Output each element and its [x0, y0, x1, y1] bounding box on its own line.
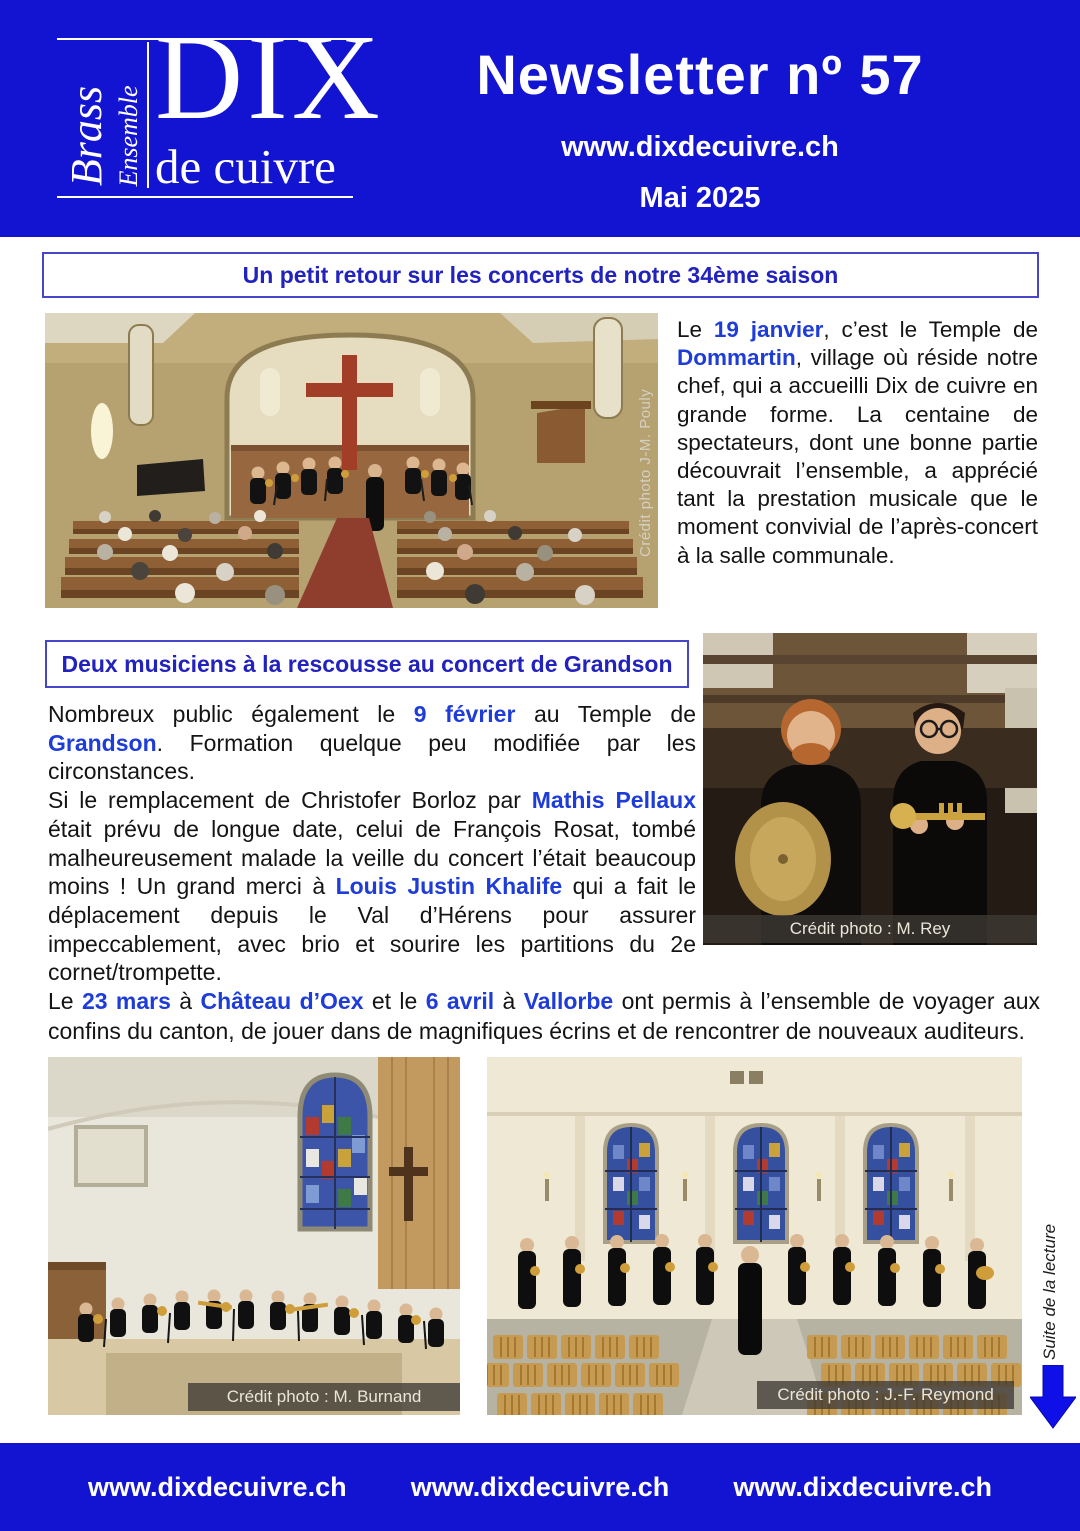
logo-ensemble-text: Ensemble [114, 85, 143, 187]
logo-rule-vertical [147, 42, 149, 188]
photo-chateau-doex-illustration [48, 1057, 460, 1415]
footer-link-3[interactable]: www.dixdecuivre.ch [733, 1471, 992, 1502]
section2-paragraph-1: Nombreux public également le 9 février au Temple de Grandson. Formation quelque peu modifiée par les circonstances. [48, 701, 696, 785]
photo4-credit: Crédit photo : J.-F. Reymond [757, 1381, 1014, 1409]
footer-link-1[interactable]: www.dixdecuivre.ch [88, 1471, 347, 1502]
header [0, 0, 1080, 237]
section2-title-box [45, 640, 689, 688]
section1-title: Un petit retour sur les concerts de notre 34ème saison [242, 261, 839, 288]
photo2-credit: Crédit photo : M. Rey [703, 915, 1037, 943]
brand-logo [57, 10, 384, 202]
logo-rule-bottom [57, 196, 353, 198]
photo1-credit: Crédit photo J-M. Pouly [637, 388, 654, 557]
photo-chateau-doex [48, 1057, 460, 1415]
photo-dommartin-concert [45, 313, 658, 608]
logo-brass-text: Brass [62, 85, 111, 187]
photo3-credit: Crédit photo : M. Burnand [188, 1383, 460, 1411]
photo-grandson-illustration [703, 633, 1037, 945]
footer [0, 1443, 1080, 1531]
section2-paragraph [48, 700, 696, 987]
section3-paragraph: Le 23 mars à Château d’Oex et le 6 avril à Vallorbe ont permis à l’ensemble de voyager aux confins du canton, de jouer dans de magnifiques écrins et de rencontrer de nouveaux auditeurs. [48, 988, 1041, 1044]
continue-reading-label: Suite de la lecture [1040, 1223, 1059, 1360]
section1-title-box [42, 252, 1039, 298]
logo-name-main: DIX [155, 10, 384, 145]
logo-name-sub: de cuivre [155, 139, 336, 194]
continue-reading [1028, 1195, 1080, 1430]
masthead [400, 0, 1000, 237]
section2-title: Deux musiciens à la rescousse au concert de Grandson [61, 650, 673, 677]
photo-grandson-musicians [703, 633, 1037, 945]
newsletter-title: Newsletter nº 57 [476, 43, 924, 106]
photo-vallorbe-illustration [487, 1057, 1022, 1415]
photo-dommartin-illustration [45, 313, 658, 608]
down-arrow-icon[interactable] [1030, 1365, 1076, 1429]
issue-date: Mai 2025 [639, 182, 761, 214]
section1-paragraph: Le 19 janvier, c’est le Temple de Dommartin, village où réside notre chef, qui a accueilli Dix de cuivre en grande forme. La centaine de spectateurs, dont une bonne partie découvrait l’ensemble, a apprécié tant la prestation musicale que le moment convivial de l’après-concert à la salle communale. [677, 317, 1039, 568]
footer-link-2[interactable]: www.dixdecuivre.ch [410, 1471, 670, 1502]
header-website-link[interactable]: www.dixdecuivre.ch [561, 131, 839, 163]
section2-paragraph-2: Si le remplacement de Christofer Borloz par Mathis Pellaux était prévu de longue date, celui de François Rosat, tombé malheureusement malade la veille du concert l’était beaucoup moins ! Un grand merci à Louis Justin Khalife qui a fait le déplacement depuis le Val d’Hérens pour assurer impeccablement, avec brio et sourire les partitions du 2e cornet/trompette. [48, 787, 696, 986]
photo-vallorbe [487, 1057, 1022, 1415]
